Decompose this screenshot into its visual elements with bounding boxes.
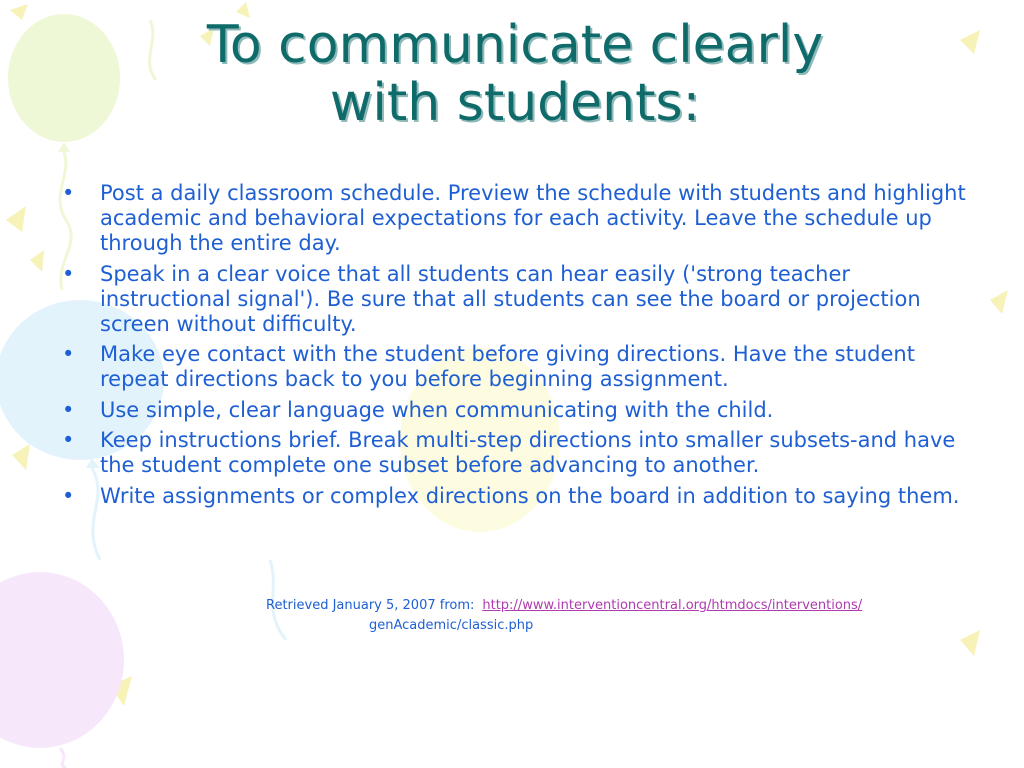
citation-prefix: Retrieved January 5, 2007 from: — [266, 598, 475, 613]
bullet-marker: • — [62, 181, 75, 205]
citation-continuation: genAcademic/classic.php — [369, 618, 534, 633]
bullet-item — [60, 428, 980, 478]
purple-balloon — [0, 572, 124, 748]
slide-title — [100, 16, 930, 132]
bullet-marker: • — [62, 428, 75, 452]
bullet-marker: • — [62, 261, 75, 286]
bullet-text: Make eye contact with the student before giving directions. Have the student repeat directions back to you before beginning assignment. — [100, 342, 915, 391]
bullet-text: Post a daily classroom schedule. Preview the schedule with students and highlight academic and behavioral expectations for each activity. Leave the schedule up through the entire day. — [100, 181, 966, 255]
bullet-text: Write assignments or complex directions on the board in addition to saying them. — [100, 483, 960, 508]
bullet-marker: • — [62, 397, 75, 422]
bullet-item — [60, 484, 980, 509]
bullet-list — [60, 181, 980, 514]
bullet-item — [60, 181, 980, 256]
bullet-text: Use simple, clear language when communicating with the child. — [100, 397, 774, 422]
bullet-text: Keep instructions brief. Break multi-step directions into smaller subsets-and have the student complete one subset before advancing to another. — [100, 428, 956, 477]
bullet-marker: • — [62, 342, 75, 366]
slide-title-line-1: To communicate clearly — [206, 15, 824, 75]
bullet-item — [60, 262, 980, 337]
citation — [266, 596, 862, 636]
bullet-item — [60, 342, 980, 392]
slide-title-line-2: with students: — [329, 73, 701, 133]
bullet-text: Speak in a clear voice that all students can hear easily ('strong teacher instructional signal'). Be sure that all students can see the board or projection screen without difficulty. — [100, 261, 921, 336]
citation-link[interactable]: http://www.interventioncentral.org/htmdocs/interventions/ — [482, 598, 863, 613]
bullet-marker: • — [62, 483, 75, 508]
bullet-item — [60, 398, 980, 423]
